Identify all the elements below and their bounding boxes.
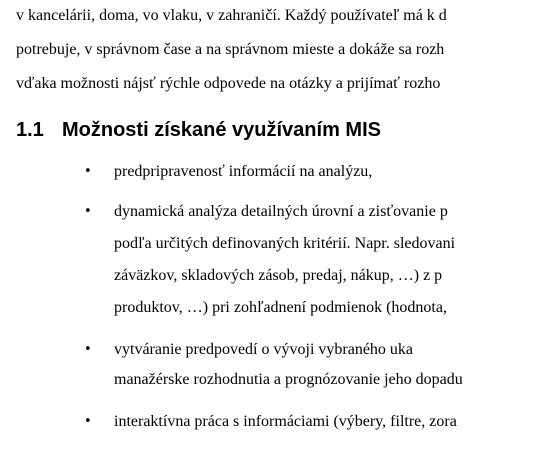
bullet-icon: •	[84, 204, 92, 219]
section-title: Možnosti získané využívaním MIS	[62, 119, 381, 141]
list-item-2-line-2: podľa určitých definovaných kritérií. Napr. sledovani	[114, 235, 456, 252]
list-item-3-line-2: manažérske rozhodnutia a prognózovanie jeho dopadu	[114, 371, 463, 388]
bullet-icon: •	[84, 414, 92, 429]
list-item-2-line-1: dynamická analýza detailných úrovní a zisťovanie p	[114, 203, 448, 220]
list-item-4-line-1: interaktívna práca s informáciami (výbery, filtre, zora	[114, 413, 457, 430]
list-item-2-line-3: záväzkov, skladových zásob, predaj, nákup, …) z p	[114, 267, 443, 284]
intro-line-2: potrebuje, v správnom čase a na správnom mieste a dokáže sa rozh	[16, 41, 445, 58]
intro-line-1: v kancelárii, doma, vo vlaku, v zahraničí. Každý používateľ má k d	[16, 7, 447, 24]
section-heading	[16, 117, 381, 143]
bullet-icon: •	[84, 342, 92, 357]
list-item-2-line-4: produktov, …) pri zohľadnení podmienok (hodnota,	[114, 299, 447, 316]
list-item-1-line-1: predpripravenosť informácií na analýzu,	[114, 163, 373, 180]
list-item-3-line-1: vytváranie predpovedí o vývoji vybraného uka	[114, 341, 414, 358]
bullet-icon: •	[84, 164, 92, 179]
intro-line-3: vďaka možnosti nájsť rýchle odpovede na otázky a prijímať rozho	[16, 75, 441, 92]
section-number: 1.1	[16, 119, 44, 141]
